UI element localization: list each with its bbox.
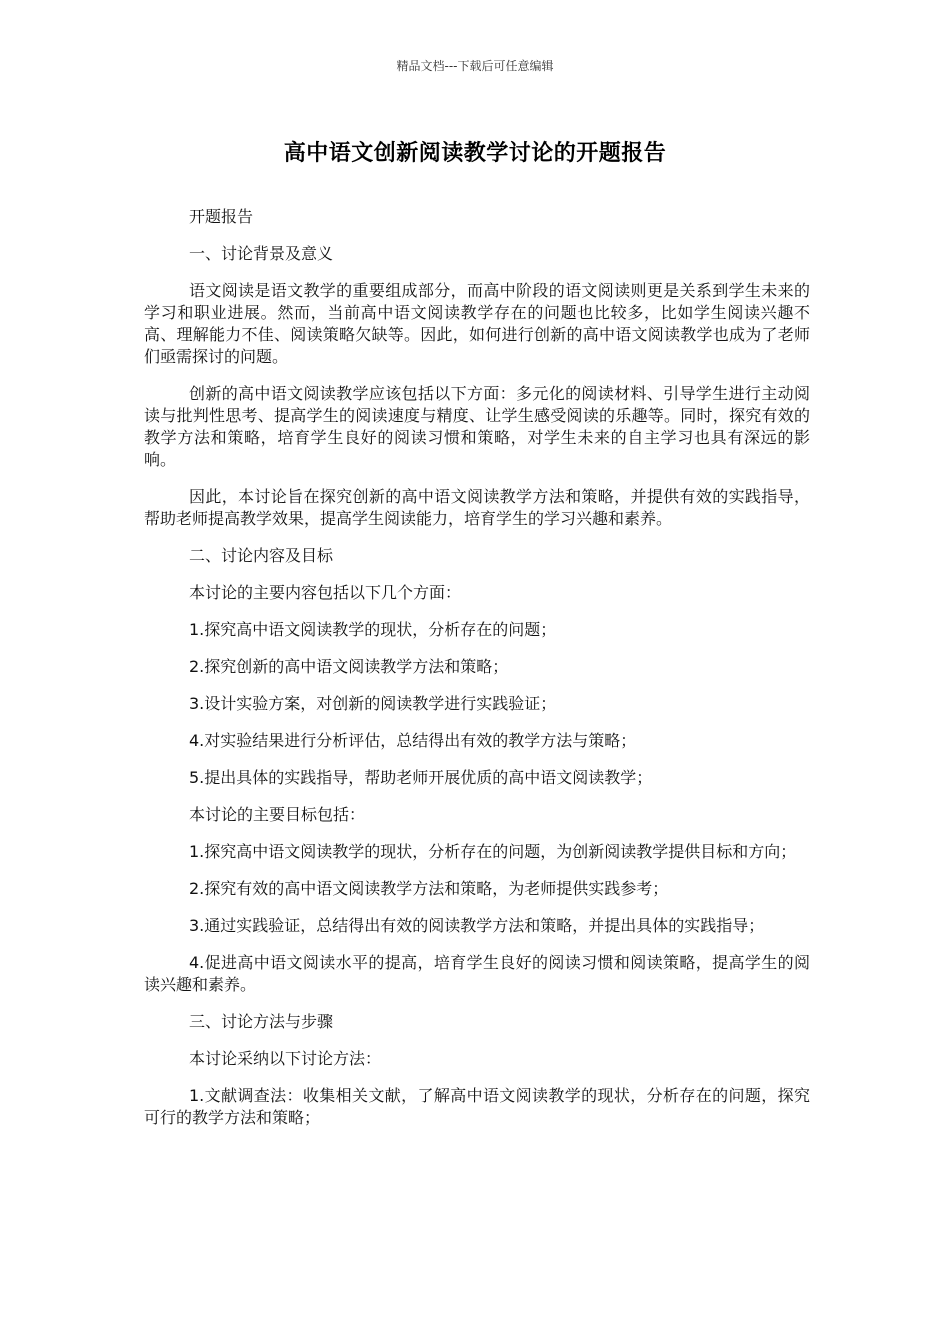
section-heading: 一、讨论背景及意义 <box>189 244 334 263</box>
list-item: 2.探究创新的高中语文阅读教学方法和策略； <box>189 657 509 676</box>
section-heading: 二、讨论内容及目标 <box>189 546 334 565</box>
paragraph: 本讨论采纳以下讨论方法： <box>189 1049 382 1068</box>
list-item: 1.文献调查法：收集相关文献，了解高中语文阅读教学的现状，分析存在的问题，探究可行的教学方法和策略； <box>144 1086 810 1127</box>
list-item: 4.促进高中语文阅读水平的提高，培育学生良好的阅读习惯和阅读策略，提高学生的阅读兴趣和素养。 <box>144 953 810 994</box>
paragraph: 本讨论的主要内容包括以下几个方面： <box>189 583 462 602</box>
section-heading: 三、讨论方法与步骤 <box>189 1012 334 1031</box>
document-body <box>144 206 810 1144</box>
list-item: 5.提出具体的实践指导，帮助老师开展优质的高中语文阅读教学； <box>189 768 653 787</box>
list-item: 3.通过实践验证，总结得出有效的阅读教学方法和策略，并提出具体的实践指导； <box>189 916 765 935</box>
list-item: 1.探究高中语文阅读教学的现状，分析存在的问题； <box>189 620 557 639</box>
list-item: 1.探究高中语文阅读教学的现状，分析存在的问题，为创新阅读教学提供目标和方向； <box>189 842 797 861</box>
page-header: 精品文档---下载后可任意编辑 <box>396 59 554 73</box>
list-item: 2.探究有效的高中语文阅读教学方法和策略，为老师提供实践参考； <box>189 879 669 898</box>
paragraph: 创新的高中语文阅读教学应该包括以下方面：多元化的阅读材料、引导学生进行主动阅读与批判性思考、提高学生的阅读速度与精度、让学生感受阅读的乐趣等。同时，探究有效的教学方法和策略，培育学生良好的阅读习惯和策略，对学生未来的自主学习也具有深远的影响。 <box>144 384 810 469</box>
list-item: 3.设计实验方案，对创新的阅读教学进行实践验证； <box>189 694 557 713</box>
document-title: 高中语文创新阅读教学讨论的开题报告 <box>283 141 667 166</box>
paragraph: 因此，本讨论旨在探究创新的高中语文阅读教学方法和策略，并提供有效的实践指导，帮助老师提高教学效果，提高学生阅读能力，培育学生的学习兴趣和素养。 <box>144 487 810 528</box>
paragraph: 本讨论的主要目标包括： <box>189 805 366 824</box>
paragraph: 语文阅读是语文教学的重要组成部分，而高中阶段的语文阅读则更是关系到学生未来的学习和职业进展。然而，当前高中语文阅读教学存在的问题也比较多，比如学生阅读兴趣不高、理解能力不佳、阅读策略欠缺等。因此，如何进行创新的高中语文阅读教学也成为了老师们亟需探讨的问题。 <box>144 281 810 366</box>
paragraph: 开题报告 <box>189 207 254 226</box>
list-item: 4.对实验结果进行分析评估，总结得出有效的教学方法与策略； <box>189 731 637 750</box>
